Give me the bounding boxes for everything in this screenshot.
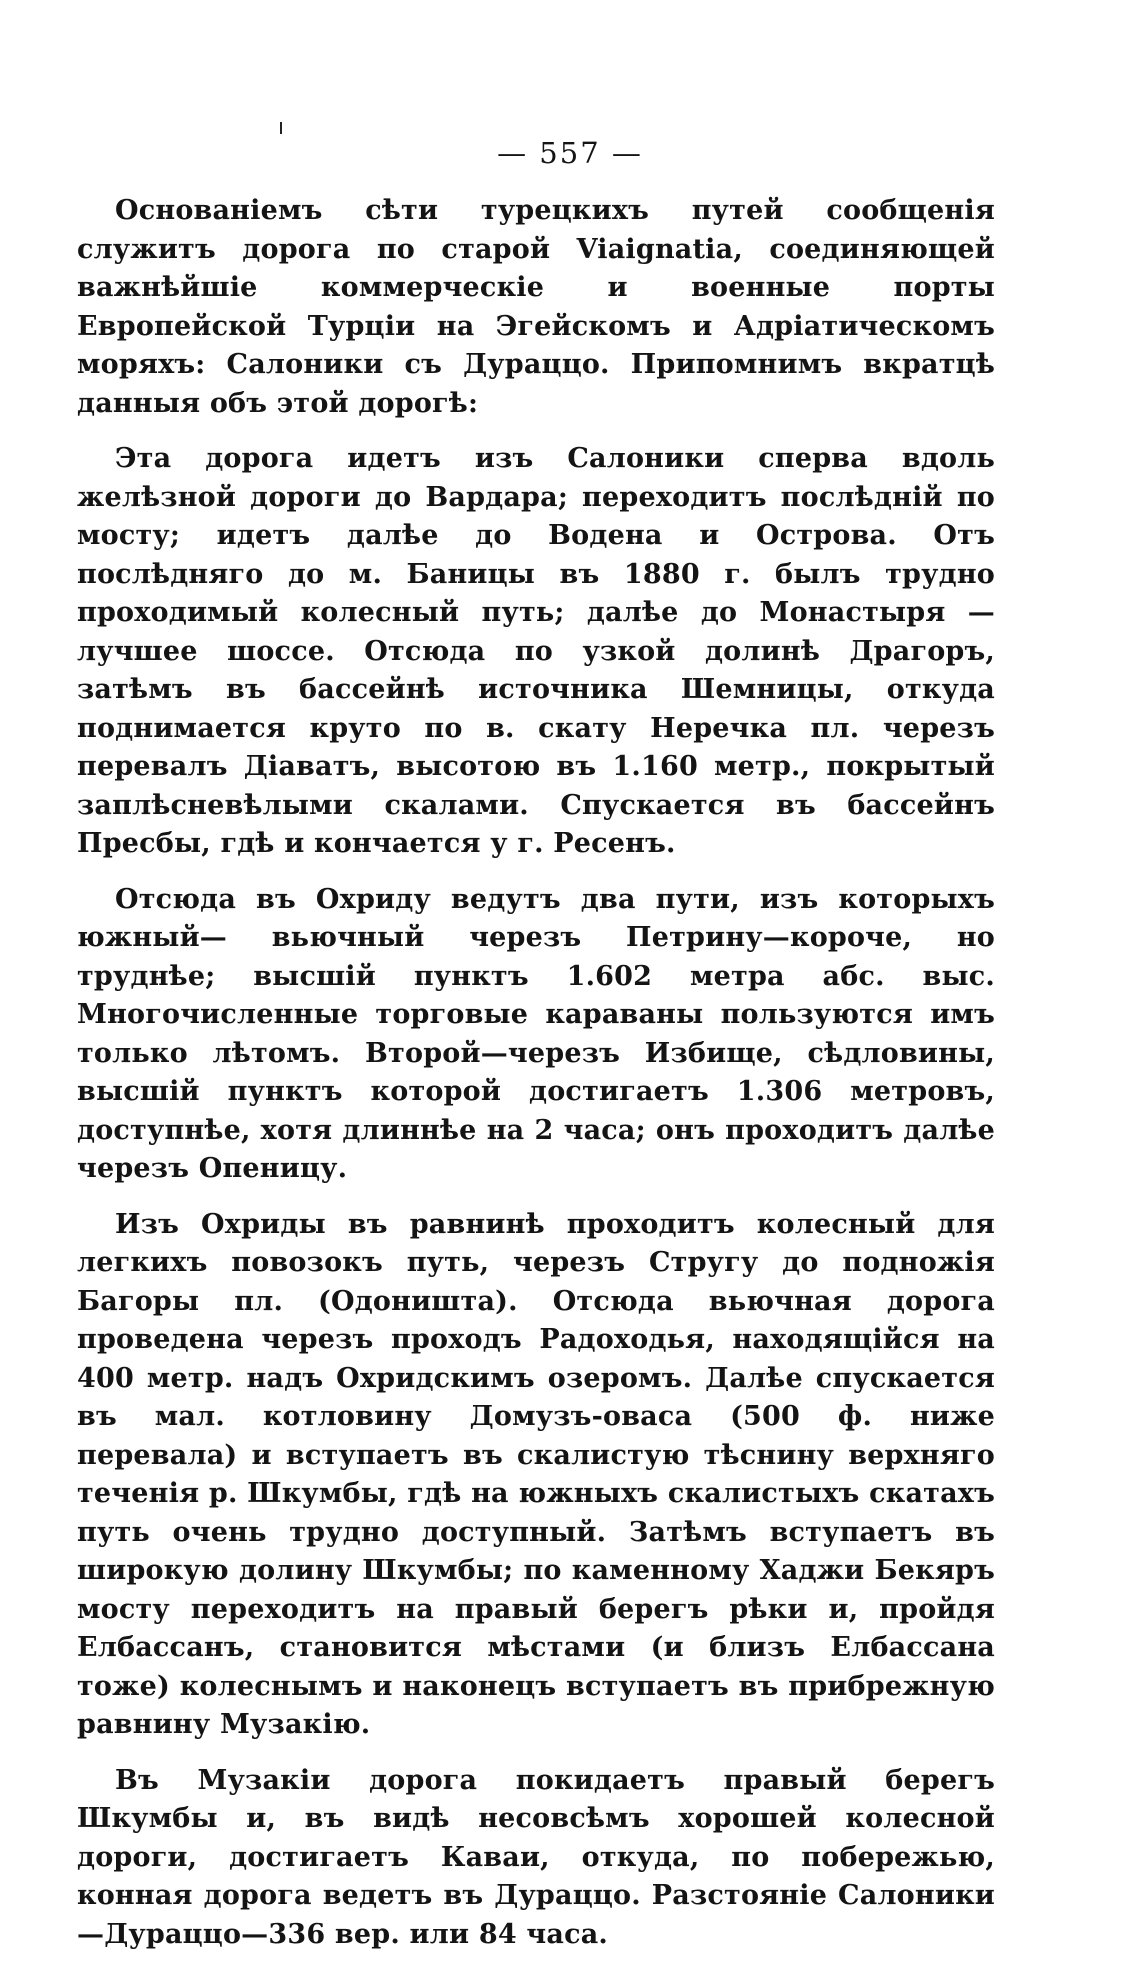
paragraph-5: Въ Музакіи дорога покидаетъ правый берегъ Шкумбы и, въ видѣ несовсѣмъ хорошей колесной дороги, достигаетъ Каваи, откуда, по побережью, конная дорога ведетъ въ Дураццо. Разстояніе Салоники—Дураццо—336 вер. или 84 часа.: [77, 1764, 995, 1950]
page-number: — 557 —: [497, 136, 643, 170]
paragraph-2: Эта дорога идетъ изъ Салоники сперва вдоль желѣзной дороги до Вардара; переходитъ послѣдній по мосту; идетъ далѣе до Водена и Острова. Отъ послѣдняго до м. Баницы въ 1880 г. былъ трудно проходимый колесный путь; далѣе до Монастыря —лучшее шоссе. Отсюда по узкой долинѣ Драгоръ, затѣмъ въ бассейнѣ источника Шемницы, откуда поднимается круто по в. скату Неречка пл. черезъ перевалъ Діаватъ, высотою въ 1.160 метр., покрытый заплѣсневѣлыми скалами. Спускается въ бассейнъ Пресбы, гдѣ и кончается у г. Ресенъ.: [77, 443, 995, 859]
body-text: [77, 192, 995, 1971]
paragraph-3: Отсюда въ Охриду ведутъ два пути, изъ которыхъ южный— вьючный черезъ Петрину—короче, но труднѣе; высшій пунктъ 1.602 метра абс. выс. Многочисленные торговые караваны пользуются имъ только лѣтомъ. Второй—черезъ Избище, сѣдловины, высшій пунктъ которой достигаетъ 1.306 метровъ, доступнѣе, хотя длиннѣе на 2 часа; онъ проходитъ далѣе черезъ Опеницу.: [77, 883, 995, 1184]
print-speck: [280, 122, 282, 134]
paragraph-1: Основаніемъ сѣти турецкихъ путей сообщенія служитъ дорога по старой Viaignatia, соединяющей важнѣйшіе коммерческіе и военные порты Европейской Турціи на Эгейскомъ и Адріатическомъ моряхъ: Салоники съ Дураццо. Припомнимъ вкратцѣ данныя объ этой дорогѣ:: [77, 195, 995, 419]
paragraph-4: Изъ Охриды въ равнинѣ проходитъ колесный для легкихъ повозокъ путь, черезъ Стругу до подножія Багоры пл. (Одоништа). Отсюда вьючная дорога проведена черезъ проходъ Радоходья, находящійся на 400 метр. надъ Охридскимъ озеромъ. Далѣе спускается въ мал. котловину Домузъ-оваса (500 ф. ниже перевала) и вступаетъ въ скалистую тѣснину верхняго теченія р. Шкумбы, гдѣ на южныхъ скалистыхъ скатахъ путь очень трудно доступный. Затѣмъ вступаетъ въ широкую долину Шкумбы; по каменному Хаджи Бекяръ мосту переходитъ на правый берегъ рѣки и, пройдя Елбассанъ, становится мѣстами (и близъ Елбассана тоже) колеснымъ и наконецъ вступаетъ въ прибрежную равнину Музакію.: [77, 1208, 995, 1740]
